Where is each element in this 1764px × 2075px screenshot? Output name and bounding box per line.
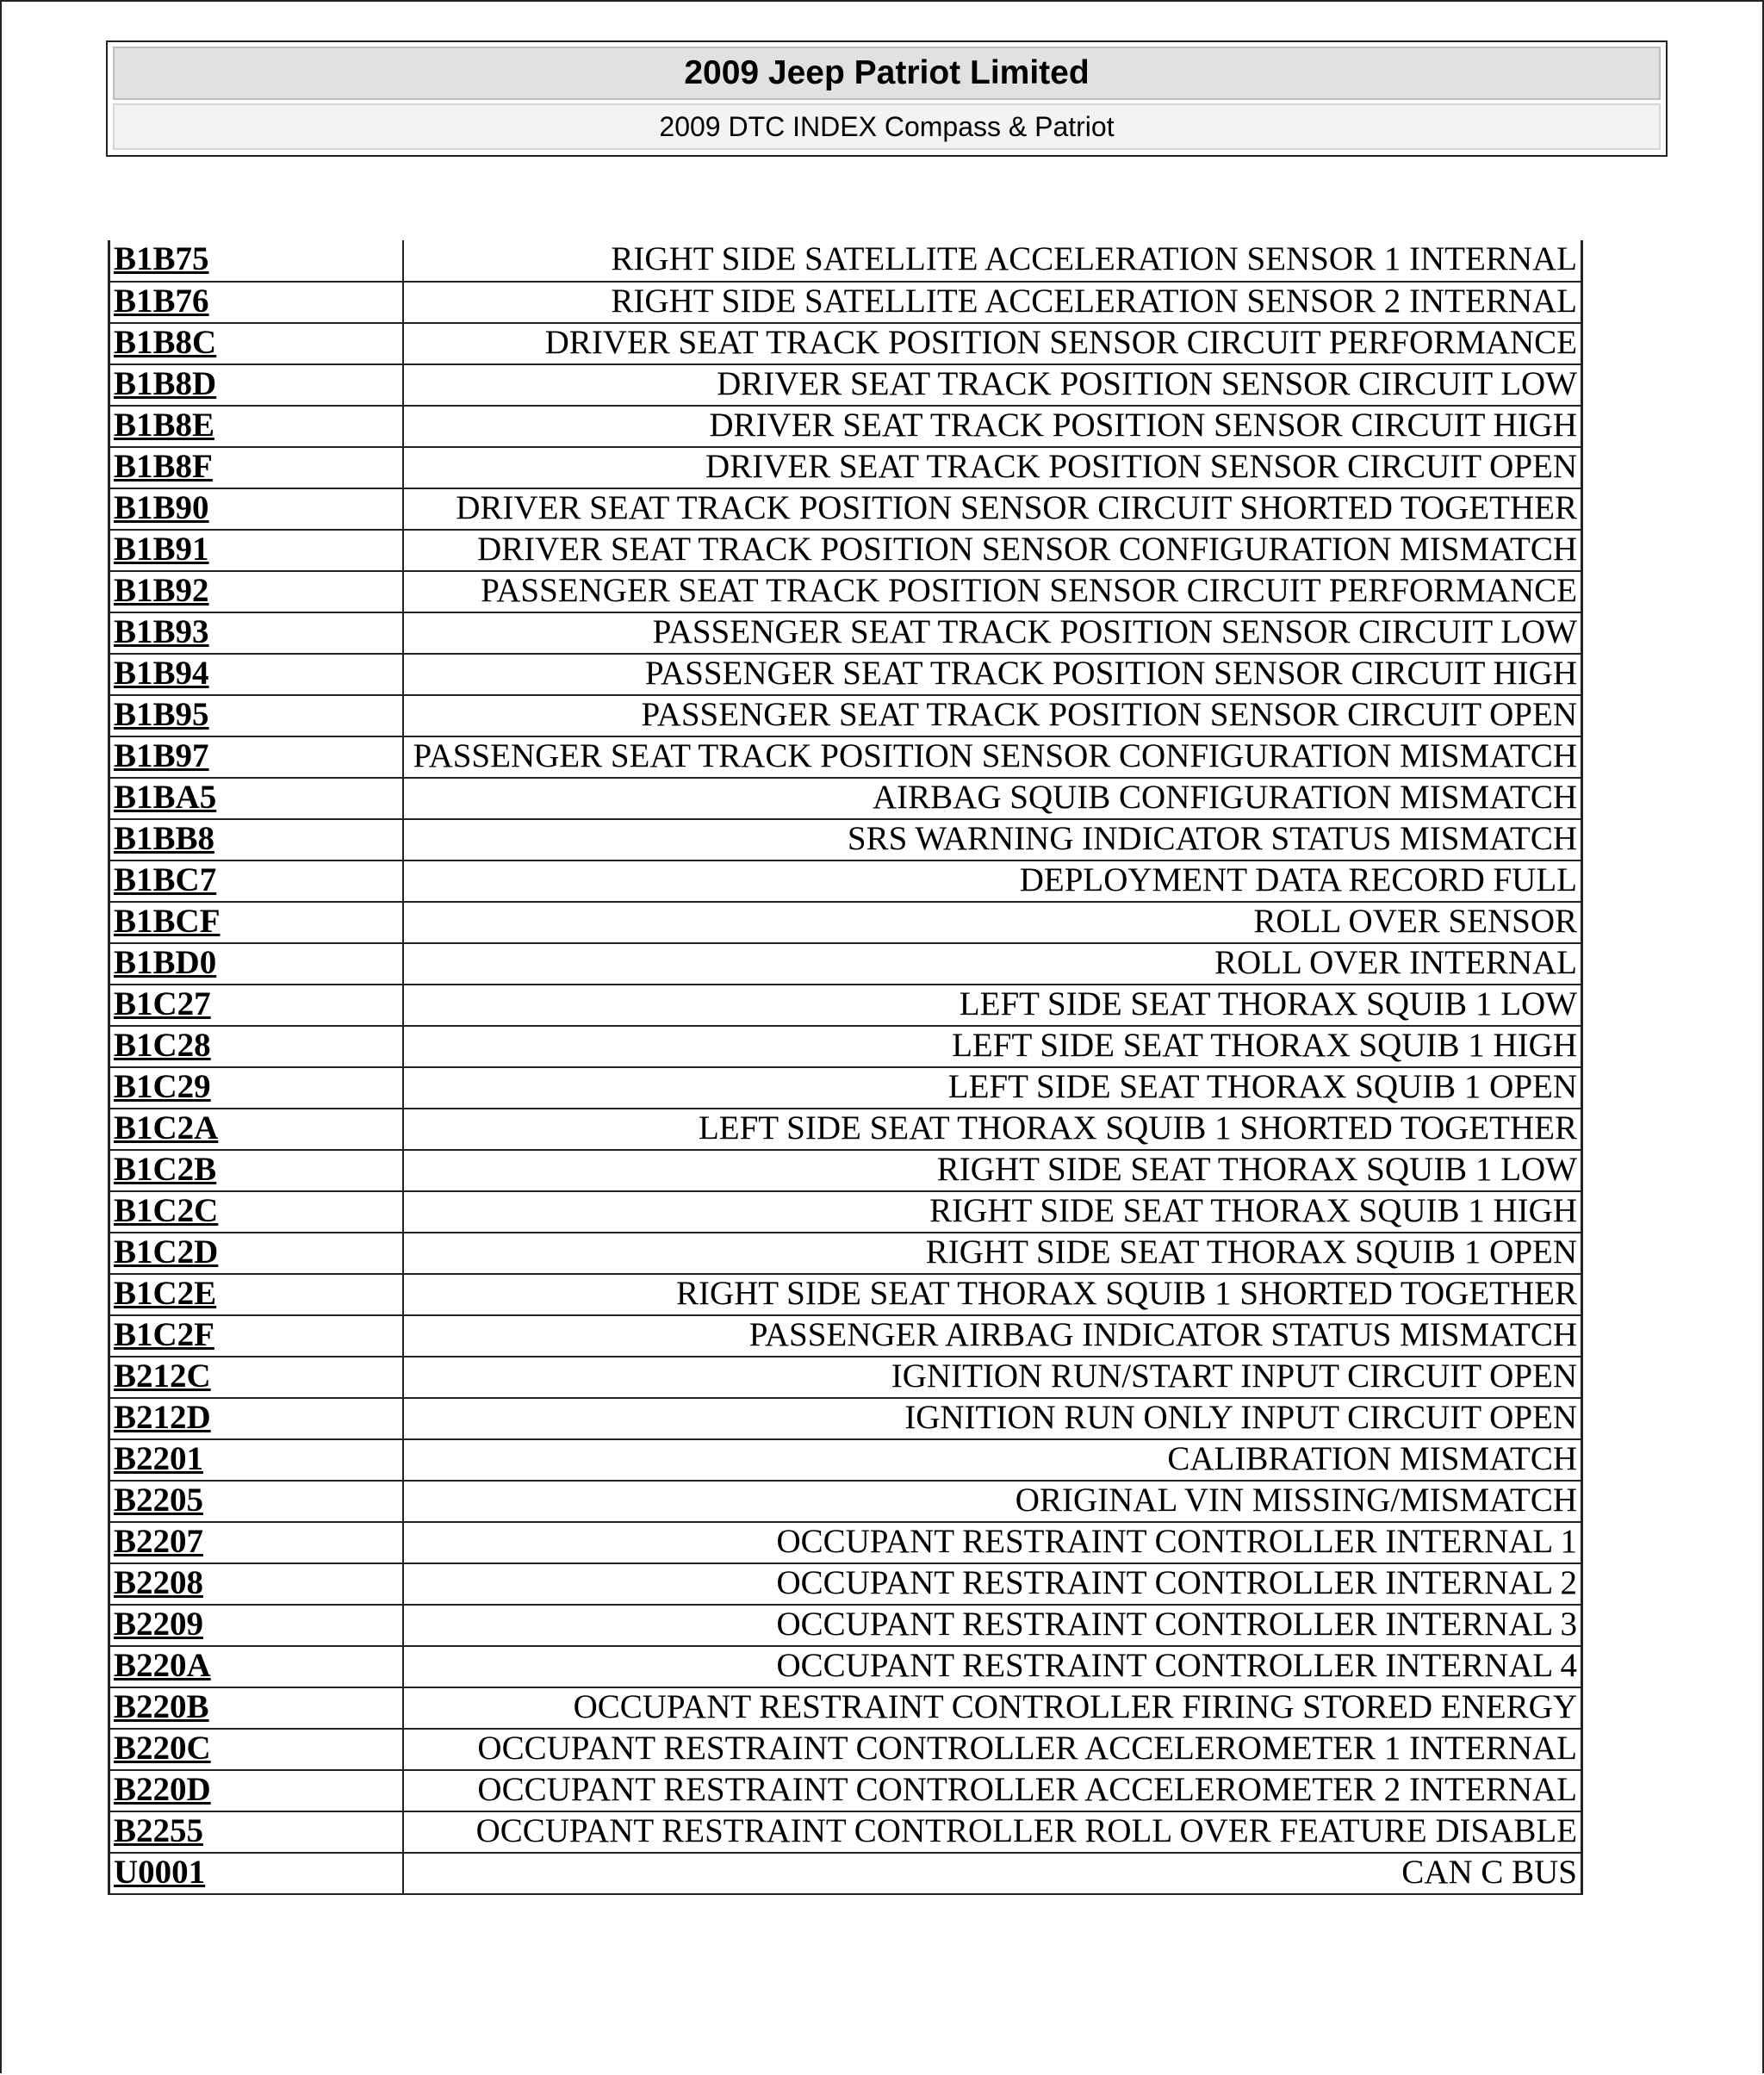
- table-row: [109, 1522, 1582, 1563]
- table-row: [109, 819, 1582, 860]
- dtc-description: LEFT SIDE SEAT THORAX SQUIB 1 OPEN: [403, 1067, 1582, 1109]
- dtc-code-link[interactable]: B1B90: [114, 489, 209, 526]
- dtc-code-cell: [109, 240, 403, 282]
- dtc-code-cell: [109, 1398, 403, 1439]
- table-row: [109, 571, 1582, 612]
- table-row: [109, 778, 1582, 819]
- dtc-description: DRIVER SEAT TRACK POSITION SENSOR CIRCUIT HIGH: [403, 406, 1582, 447]
- dtc-description: OCCUPANT RESTRAINT CONTROLLER INTERNAL 2: [403, 1563, 1582, 1605]
- dtc-description: PASSENGER SEAT TRACK POSITION SENSOR CIRCUIT OPEN: [403, 695, 1582, 736]
- dtc-code-link[interactable]: B1B8C: [114, 324, 217, 361]
- dtc-code-cell: [109, 819, 403, 860]
- dtc-code-cell: [109, 1770, 403, 1811]
- dtc-description: ROLL OVER INTERNAL: [403, 943, 1582, 985]
- dtc-code-cell: [109, 778, 403, 819]
- dtc-code-link[interactable]: B1C29: [114, 1068, 211, 1105]
- dtc-description: RIGHT SIDE SEAT THORAX SQUIB 1 HIGH: [403, 1191, 1582, 1233]
- dtc-code-link[interactable]: B2207: [114, 1523, 204, 1560]
- table-row: [109, 488, 1582, 530]
- dtc-code-link[interactable]: B1C2B: [114, 1151, 217, 1188]
- dtc-code-link[interactable]: B1B93: [114, 613, 209, 650]
- dtc-code-link[interactable]: B220B: [114, 1688, 209, 1725]
- dtc-description: OCCUPANT RESTRAINT CONTROLLER FIRING STORED ENERGY: [403, 1687, 1582, 1729]
- dtc-code-link[interactable]: B2208: [114, 1564, 204, 1601]
- dtc-description: RIGHT SIDE SATELLITE ACCELERATION SENSOR 2 INTERNAL: [403, 282, 1582, 323]
- dtc-code-cell: [109, 1563, 403, 1605]
- dtc-code-cell: [109, 654, 403, 695]
- dtc-code-link[interactable]: B1B8E: [114, 407, 215, 444]
- table-row: [109, 736, 1582, 778]
- vehicle-title-text: 2009 Jeep Patriot Limited: [684, 54, 1090, 91]
- dtc-description: LEFT SIDE SEAT THORAX SQUIB 1 HIGH: [403, 1026, 1582, 1067]
- dtc-code-cell: [109, 1853, 403, 1894]
- table-row: [109, 612, 1582, 654]
- dtc-code-cell: [109, 1067, 403, 1109]
- dtc-description: PASSENGER AIRBAG INDICATOR STATUS MISMATCH: [403, 1315, 1582, 1357]
- dtc-description: DRIVER SEAT TRACK POSITION SENSOR CIRCUIT LOW: [403, 364, 1582, 406]
- dtc-description: DRIVER SEAT TRACK POSITION SENSOR CIRCUIT PERFORMANCE: [403, 323, 1582, 364]
- dtc-code-link[interactable]: B1C2D: [114, 1233, 219, 1270]
- dtc-description: OCCUPANT RESTRAINT CONTROLLER INTERNAL 3: [403, 1605, 1582, 1646]
- dtc-code-link[interactable]: B1B94: [114, 655, 209, 692]
- dtc-description: OCCUPANT RESTRAINT CONTROLLER ACCELEROMETER 1 INTERNAL: [403, 1729, 1582, 1770]
- dtc-code-cell: [109, 1729, 403, 1770]
- dtc-description: PASSENGER SEAT TRACK POSITION SENSOR CIRCUIT PERFORMANCE: [403, 571, 1582, 612]
- dtc-description: CALIBRATION MISMATCH: [403, 1439, 1582, 1481]
- dtc-code-cell: [109, 571, 403, 612]
- dtc-code-link[interactable]: B1BC7: [114, 861, 217, 898]
- table-row: [109, 860, 1582, 902]
- dtc-code-cell: [109, 612, 403, 654]
- dtc-code-link[interactable]: B1B8F: [114, 448, 213, 485]
- document-header: [106, 40, 1668, 157]
- dtc-description: OCCUPANT RESTRAINT CONTROLLER ROLL OVER FEATURE DISABLE: [403, 1811, 1582, 1853]
- dtc-code-link[interactable]: B212C: [114, 1357, 211, 1395]
- section-subtitle-text: 2009 DTC INDEX Compass & Patriot: [659, 110, 1115, 142]
- table-row: [109, 1563, 1582, 1605]
- table-row: [109, 364, 1582, 406]
- dtc-code-cell: [109, 488, 403, 530]
- dtc-code-link[interactable]: B1B8D: [114, 365, 217, 402]
- dtc-description: RIGHT SIDE SEAT THORAX SQUIB 1 LOW: [403, 1150, 1582, 1191]
- dtc-description: OCCUPANT RESTRAINT CONTROLLER INTERNAL 1: [403, 1522, 1582, 1563]
- dtc-description: LEFT SIDE SEAT THORAX SQUIB 1 SHORTED TOGETHER: [403, 1109, 1582, 1150]
- dtc-code-link[interactable]: B1B95: [114, 696, 209, 733]
- dtc-description: ROLL OVER SENSOR: [403, 902, 1582, 943]
- dtc-code-link[interactable]: B1B91: [114, 531, 209, 568]
- dtc-description: PASSENGER SEAT TRACK POSITION SENSOR CIRCUIT HIGH: [403, 654, 1582, 695]
- dtc-description: SRS WARNING INDICATOR STATUS MISMATCH: [403, 819, 1582, 860]
- table-row: [109, 1770, 1582, 1811]
- dtc-code-cell: [109, 902, 403, 943]
- dtc-code-cell: [109, 1605, 403, 1646]
- dtc-code-link[interactable]: B1C27: [114, 985, 211, 1022]
- dtc-description: DRIVER SEAT TRACK POSITION SENSOR CONFIGURATION MISMATCH: [403, 530, 1582, 571]
- dtc-index-table: [108, 240, 1583, 1895]
- dtc-code-link[interactable]: B1B97: [114, 737, 209, 774]
- dtc-code-link[interactable]: B220C: [114, 1730, 211, 1767]
- dtc-code-cell: [109, 406, 403, 447]
- table-row: [109, 1150, 1582, 1191]
- dtc-code-cell: [109, 447, 403, 488]
- dtc-code-link[interactable]: B1BA5: [114, 779, 217, 816]
- dtc-description: CAN C BUS: [403, 1853, 1582, 1894]
- dtc-code-link[interactable]: B212D: [114, 1399, 211, 1436]
- table-row: [109, 1274, 1582, 1315]
- dtc-code-cell: [109, 1439, 403, 1481]
- dtc-description: IGNITION RUN ONLY INPUT CIRCUIT OPEN: [403, 1398, 1582, 1439]
- dtc-code-link[interactable]: B2255: [114, 1812, 204, 1849]
- table-row: [109, 1233, 1582, 1274]
- table-row: [109, 943, 1582, 985]
- table-row: [109, 1853, 1582, 1894]
- table-row: [109, 902, 1582, 943]
- table-row: [109, 1439, 1582, 1481]
- table-row: [109, 530, 1582, 571]
- table-row: [109, 406, 1582, 447]
- dtc-description: RIGHT SIDE SEAT THORAX SQUIB 1 SHORTED TOGETHER: [403, 1274, 1582, 1315]
- dtc-code-cell: [109, 1357, 403, 1398]
- dtc-code-link[interactable]: B1BB8: [114, 820, 215, 857]
- dtc-description: DEPLOYMENT DATA RECORD FULL: [403, 860, 1582, 902]
- dtc-code-cell: [109, 364, 403, 406]
- dtc-code-cell: [109, 1522, 403, 1563]
- dtc-code-cell: [109, 736, 403, 778]
- dtc-description: OCCUPANT RESTRAINT CONTROLLER INTERNAL 4: [403, 1646, 1582, 1687]
- dtc-code-link[interactable]: B1C2C: [114, 1192, 219, 1229]
- dtc-description: OCCUPANT RESTRAINT CONTROLLER ACCELEROMETER 2 INTERNAL: [403, 1770, 1582, 1811]
- dtc-code-cell: [109, 1150, 403, 1191]
- table-row: [109, 1315, 1582, 1357]
- table-row: [109, 1646, 1582, 1687]
- dtc-code-link[interactable]: B1B76: [114, 283, 209, 320]
- dtc-code-cell: [109, 985, 403, 1026]
- dtc-code-cell: [109, 1811, 403, 1853]
- dtc-code-cell: [109, 1687, 403, 1729]
- table-row: [109, 447, 1582, 488]
- dtc-description: DRIVER SEAT TRACK POSITION SENSOR CIRCUIT OPEN: [403, 447, 1582, 488]
- table-row: [109, 1357, 1582, 1398]
- table-row: [109, 1191, 1582, 1233]
- dtc-table-body: [109, 240, 1582, 1894]
- table-row: [109, 985, 1582, 1026]
- dtc-code-cell: [109, 943, 403, 985]
- table-row: [109, 1687, 1582, 1729]
- dtc-code-link[interactable]: B220A: [114, 1647, 211, 1684]
- dtc-code-link[interactable]: B1BCF: [114, 903, 220, 940]
- dtc-code-link[interactable]: U0001: [114, 1854, 206, 1891]
- dtc-code-cell: [109, 282, 403, 323]
- dtc-code-cell: [109, 1233, 403, 1274]
- dtc-code-link[interactable]: B2201: [114, 1440, 204, 1477]
- table-row: [109, 1481, 1582, 1522]
- dtc-code-link[interactable]: B2209: [114, 1606, 204, 1643]
- table-row: [109, 1811, 1582, 1853]
- dtc-description: PASSENGER SEAT TRACK POSITION SENSOR CIRCUIT LOW: [403, 612, 1582, 654]
- dtc-code-cell: [109, 1481, 403, 1522]
- dtc-code-link[interactable]: B1B92: [114, 572, 209, 609]
- dtc-code-link[interactable]: B1C2E: [114, 1275, 217, 1312]
- dtc-code-cell: [109, 530, 403, 571]
- table-row: [109, 1109, 1582, 1150]
- dtc-code-cell: [109, 1646, 403, 1687]
- dtc-code-link[interactable]: B220D: [114, 1771, 211, 1808]
- dtc-code-cell: [109, 1109, 403, 1150]
- dtc-code-link[interactable]: B1C2F: [114, 1316, 214, 1353]
- dtc-code-link[interactable]: B1BD0: [114, 944, 217, 981]
- table-row: [109, 1026, 1582, 1067]
- dtc-description: RIGHT SIDE SEAT THORAX SQUIB 1 OPEN: [403, 1233, 1582, 1274]
- dtc-code-cell: [109, 695, 403, 736]
- table-row: [109, 282, 1582, 323]
- table-row: [109, 695, 1582, 736]
- dtc-description: PASSENGER SEAT TRACK POSITION SENSOR CONFIGURATION MISMATCH: [403, 736, 1582, 778]
- dtc-description: AIRBAG SQUIB CONFIGURATION MISMATCH: [403, 778, 1582, 819]
- dtc-code-link[interactable]: B1C28: [114, 1027, 211, 1064]
- dtc-code-cell: [109, 1191, 403, 1233]
- dtc-description: ORIGINAL VIN MISSING/MISMATCH: [403, 1481, 1582, 1522]
- dtc-description: LEFT SIDE SEAT THORAX SQUIB 1 LOW: [403, 985, 1582, 1026]
- vehicle-title: [113, 47, 1661, 100]
- dtc-code-cell: [109, 1026, 403, 1067]
- dtc-code-link[interactable]: B2205: [114, 1482, 204, 1519]
- table-row: [109, 240, 1582, 282]
- table-row: [109, 1729, 1582, 1770]
- table-row: [109, 1067, 1582, 1109]
- dtc-code-cell: [109, 323, 403, 364]
- table-row: [109, 1605, 1582, 1646]
- section-subtitle: [113, 103, 1661, 150]
- dtc-code-link[interactable]: B1C2A: [114, 1109, 219, 1146]
- dtc-code-cell: [109, 1315, 403, 1357]
- dtc-description: DRIVER SEAT TRACK POSITION SENSOR CIRCUIT SHORTED TOGETHER: [403, 488, 1582, 530]
- table-row: [109, 654, 1582, 695]
- dtc-description: IGNITION RUN/START INPUT CIRCUIT OPEN: [403, 1357, 1582, 1398]
- dtc-code-cell: [109, 860, 403, 902]
- dtc-code-link[interactable]: B1B75: [114, 240, 209, 277]
- dtc-code-cell: [109, 1274, 403, 1315]
- table-row: [109, 323, 1582, 364]
- table-row: [109, 1398, 1582, 1439]
- dtc-description: RIGHT SIDE SATELLITE ACCELERATION SENSOR 1 INTERNAL: [403, 240, 1582, 282]
